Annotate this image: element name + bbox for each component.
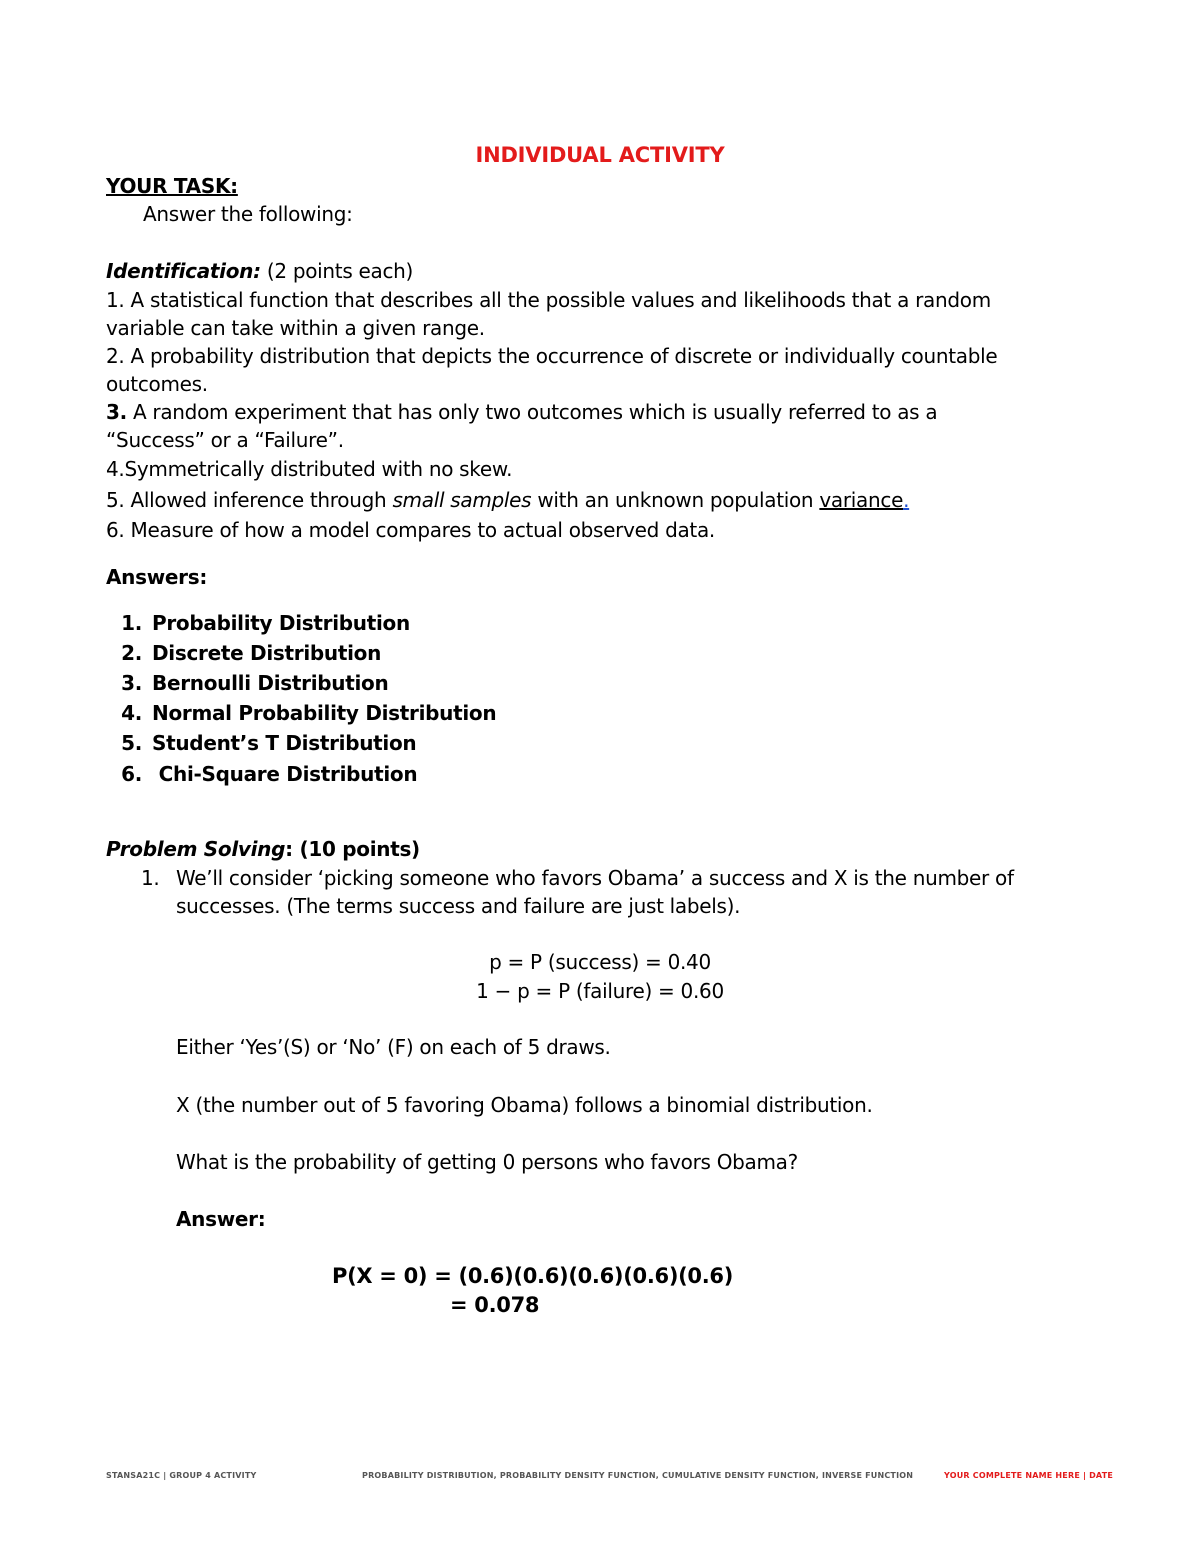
problem-label: Problem Solving [106,837,286,861]
identification-item-2-line-1: 2. A probability distribution that depicts the occurrence of discrete or individually countable [106,344,998,368]
answer-text: Discrete Distribution [152,641,382,665]
identification-label: Identification: [106,259,261,283]
footer-center: PROBABILITY DISTRIBUTION, PROBABILITY DENSITY FUNCTION, CUMULATIVE DENSITY FUNCTION, INVERSE FUNCTION [362,1471,914,1480]
identification-item-3-number: 3. [106,400,127,424]
answer-item-3 [106,669,388,697]
answers-heading: Answers: [106,565,208,589]
identification-item-4: 4.Symmetrically distributed with no skew. [106,457,513,481]
variance-link[interactable]: variance [819,488,904,512]
identification-heading [106,257,413,285]
formula-line-2: = 0.078 [450,1293,540,1317]
identification-item-1-line-1: 1. A statistical function that describes all the possible values and likelihoods that a random [106,288,991,312]
answer-number: 3. [121,671,142,695]
either-statement: Either ‘Yes’(S) or ‘No’ (F) on each of 5 draws. [176,1035,611,1059]
answer-item-5 [106,729,416,757]
answer-number: 4. [121,701,142,725]
answer-item-1 [106,609,410,637]
footer-right: YOUR COMPLETE NAME HERE | DATE [944,1471,1114,1480]
equation-failure: 1 − p = P (failure) = 0.60 [476,979,724,1003]
binomial-statement: X (the number out of 5 favoring Obama) follows a binomial distribution. [176,1093,873,1117]
answer-number: 5. [121,731,142,755]
problem-heading [106,835,420,863]
answer-number: 2. [121,641,142,665]
page-title: INDIVIDUAL ACTIVITY [475,143,725,167]
answer-item-2 [106,639,381,667]
footer-left: STANSA21C | GROUP 4 ACTIVITY [106,1471,257,1480]
question: What is the probability of getting 0 persons who favors Obama? [176,1150,798,1174]
problem-line-2: successes. (The terms success and failure are just labels). [176,894,741,918]
problem-line-1: We’ll consider ‘picking someone who favors Obama’ a success and X is the number of [176,866,1014,890]
identification-points: (2 points each) [260,259,414,283]
identification-item-5 [106,486,909,514]
identification-item-5-middle: with an unknown population [531,488,820,512]
answer-text: Bernoulli Distribution [152,671,389,695]
answer-number: 6. [121,762,142,786]
identification-item-5-italic: small samples [392,488,532,512]
answer-text: Probability Distribution [152,611,410,635]
task-heading: YOUR TASK: [106,174,238,198]
identification-item-1-line-2: variable can take within a given range. [106,316,485,340]
identification-item-3-line-2: “Success” or a “Failure”. [106,428,344,452]
answer-label: Answer: [176,1207,266,1231]
identification-item-3-line-1 [106,398,937,426]
formula-line-1: P(X = 0) = (0.6)(0.6)(0.6)(0.6)(0.6) [332,1264,734,1288]
answer-item-6 [106,760,417,788]
identification-item-2-line-2: outcomes. [106,372,208,396]
answer-text: Student’s T Distribution [152,731,417,755]
equation-success: p = P (success) = 0.40 [489,950,711,974]
identification-item-6: 6. Measure of how a model compares to actual observed data. [106,518,715,542]
problem-points: : (10 points) [285,837,420,861]
task-instruction: Answer the following: [143,202,353,226]
problem-number: 1. [141,866,160,890]
identification-item-5-prefix: 5. Allowed inference through [106,488,393,512]
identification-item-3-text: A random experiment that has only two outcomes which is usually referred to as a [126,400,938,424]
variance-link-dot: . [903,488,910,512]
answer-text: Normal Probability Distribution [152,701,497,725]
answer-item-4 [106,699,496,727]
answer-number: 1. [121,611,142,635]
answer-text: Chi-Square Distribution [152,762,418,786]
